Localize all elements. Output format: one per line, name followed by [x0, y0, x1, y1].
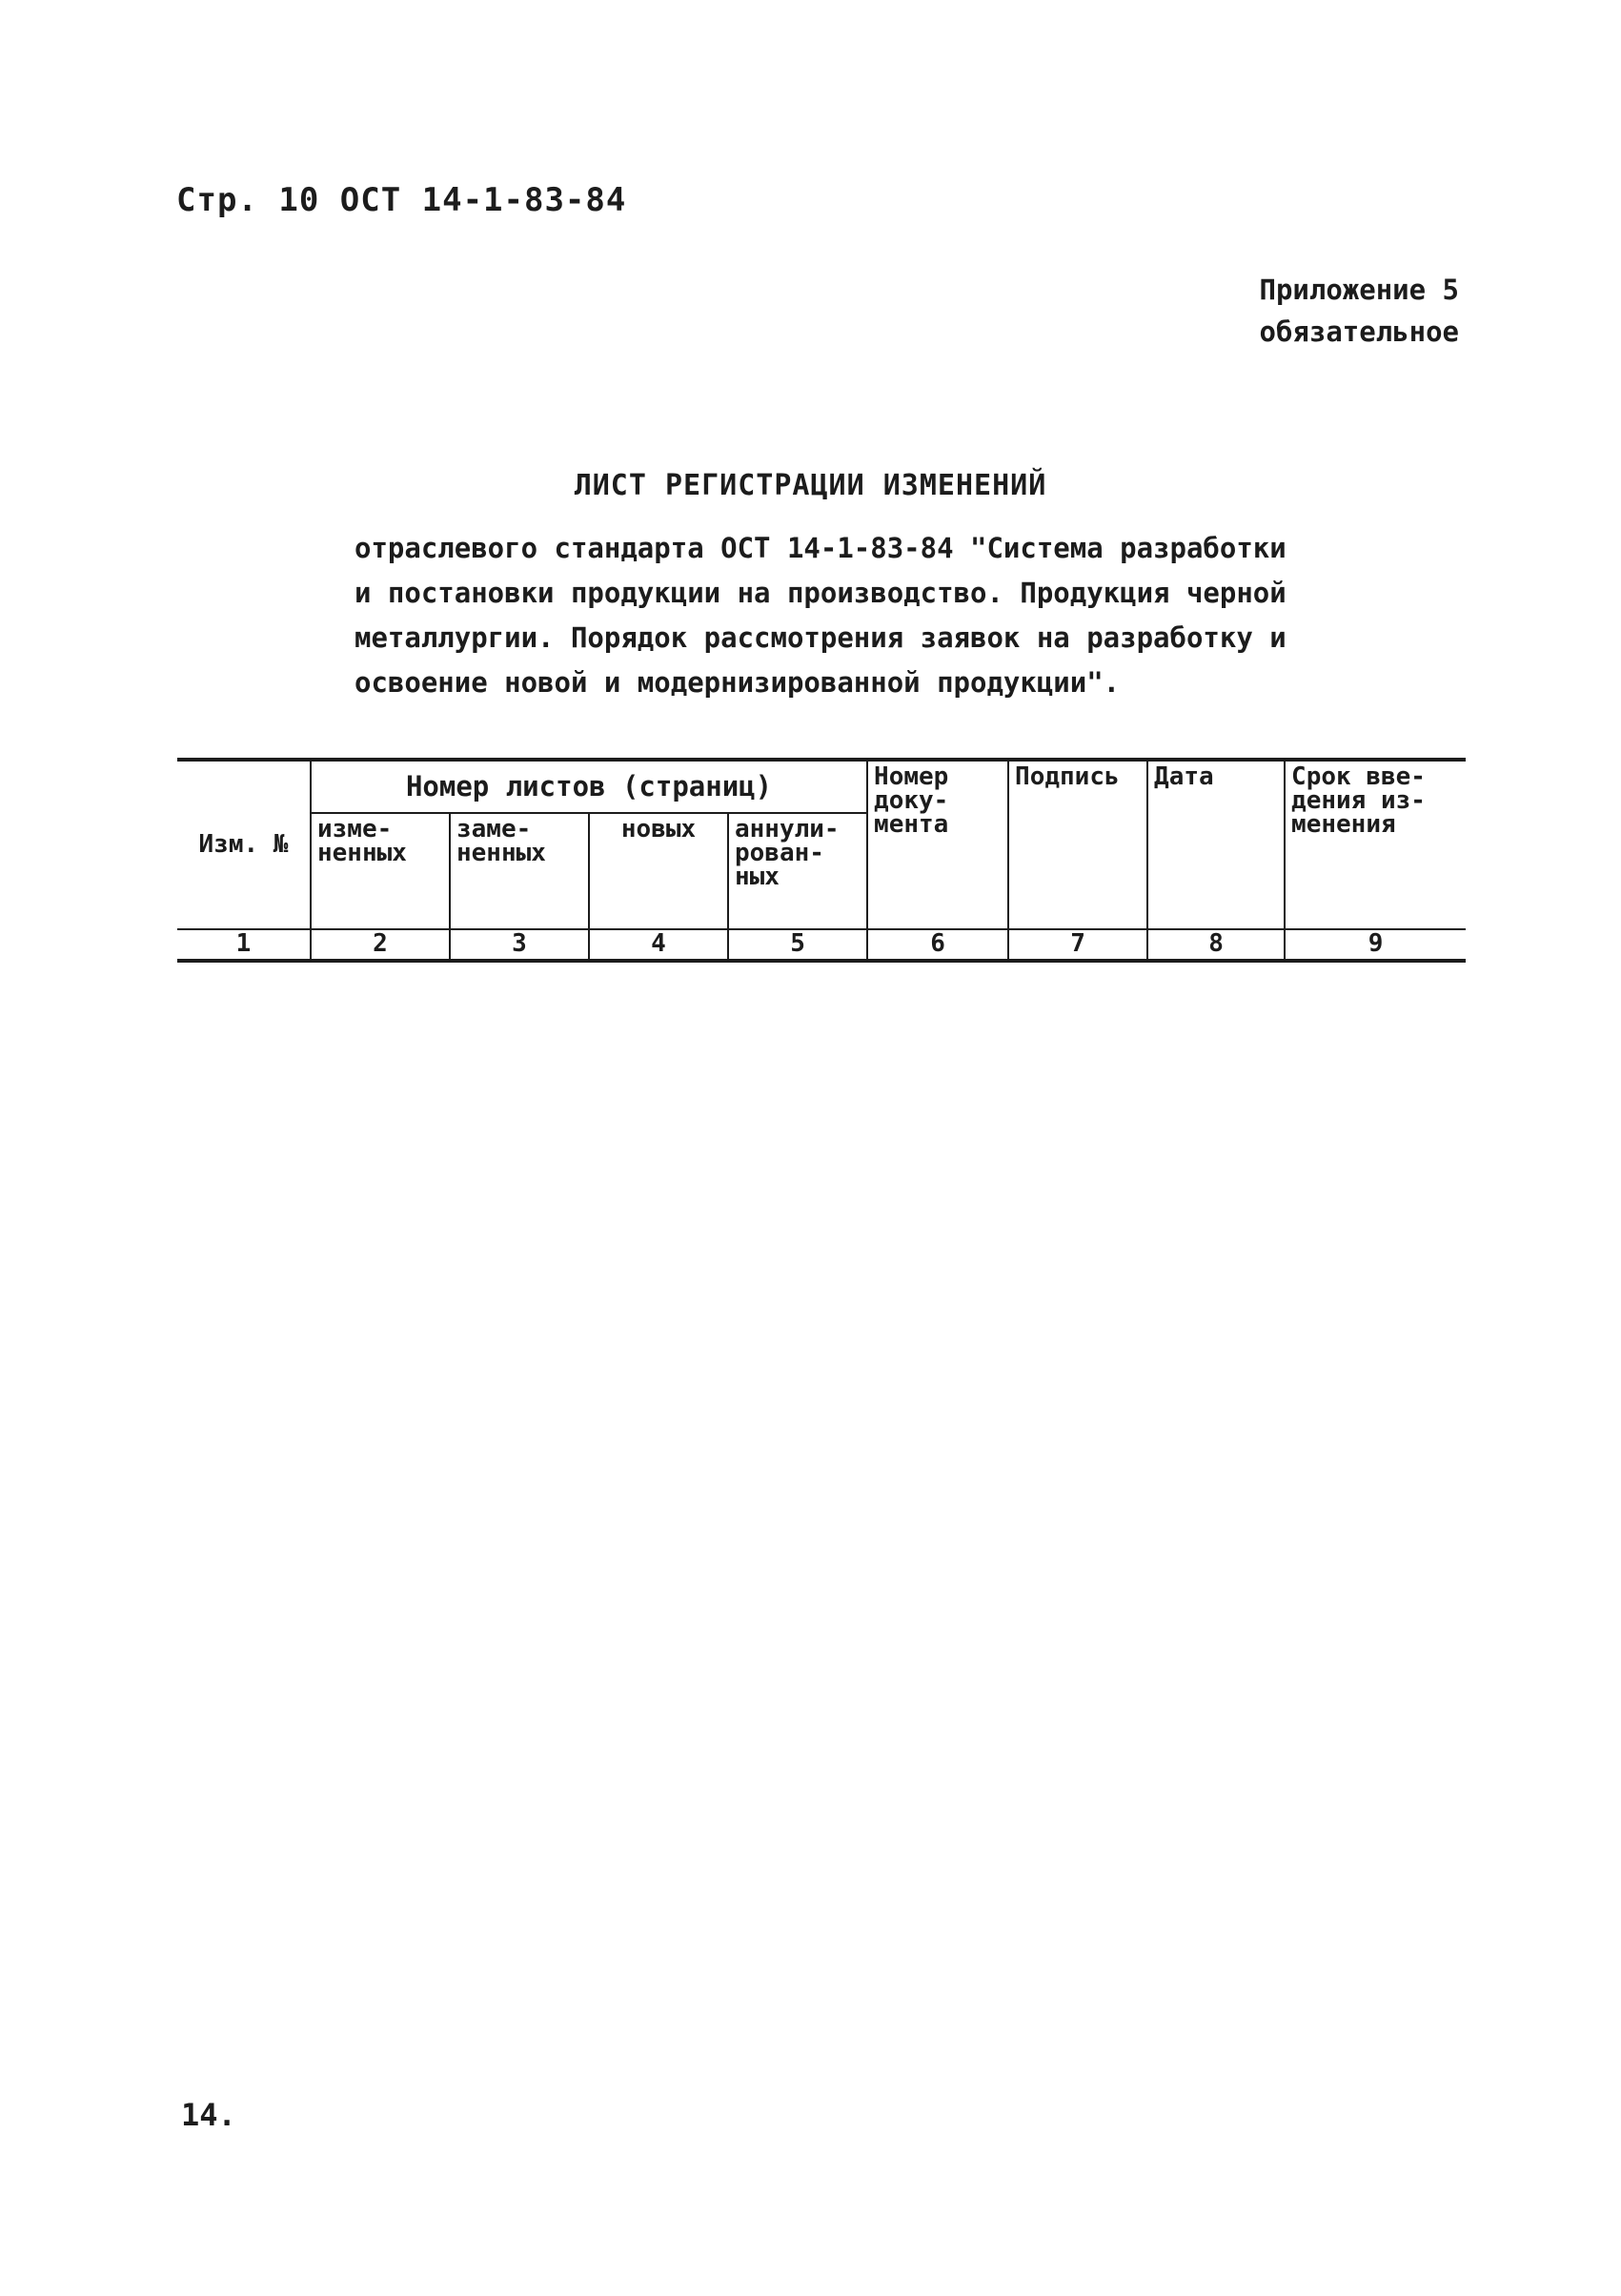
- subheader-replaced: [450, 813, 589, 929]
- header-change-number-label: Изм. №: [198, 829, 289, 859]
- header-signature-label: Подпись: [1015, 762, 1120, 791]
- subheader-new: [589, 813, 728, 929]
- subheader-changed-label: изме- ненных: [317, 814, 407, 867]
- subheader-new-label: новых: [620, 814, 697, 843]
- header-sheet-numbers: [311, 760, 867, 813]
- appendix-label: [1259, 269, 1459, 353]
- sheet-title: ЛИСТ РЕГИСТРАЦИИ ИЗМЕНЕНИЙ: [574, 469, 1047, 502]
- subheader-changed: [311, 813, 450, 929]
- header-introduction-term: [1285, 760, 1466, 929]
- header-date-label: Дата: [1154, 762, 1214, 791]
- description-line-2: и постановки продукции на производство. Продукция черной: [355, 577, 1287, 609]
- appendix-status: обязательное: [1259, 315, 1459, 348]
- column-number: 7: [1008, 929, 1147, 962]
- column-number: 1: [177, 929, 311, 962]
- subheader-cancelled-label: аннули- рован- ных: [735, 814, 840, 891]
- subheader-replaced-label: заме- ненных: [456, 814, 546, 867]
- header-sheet-numbers-label: Номер листов (страниц): [405, 769, 773, 803]
- page-number: 14.: [181, 2097, 236, 2133]
- description-line-4: освоение новой и модернизированной продукции".: [355, 666, 1121, 699]
- header-date: [1147, 760, 1285, 929]
- column-number: 4: [589, 929, 728, 962]
- column-number: 8: [1147, 929, 1285, 962]
- header-signature: [1008, 760, 1147, 929]
- column-number: 9: [1285, 929, 1466, 962]
- header-introduction-term-label: Срок вве- дения из- менения: [1291, 762, 1426, 839]
- header-document-number-label: Номер доку- мента: [874, 762, 949, 839]
- description-line-1: отраслевого стандарта ОСТ 14-1-83-84 "Система разработки: [355, 532, 1287, 564]
- standard-description: [355, 526, 1355, 705]
- change-registration-table: [177, 758, 1466, 963]
- description-line-3: металлургии. Порядок рассмотрения заявок на разработку и: [355, 621, 1287, 654]
- page-header: Стр. 10 ОСТ 14-1-83-84: [176, 181, 627, 219]
- column-number: 3: [450, 929, 589, 962]
- header-document-number: [867, 760, 1008, 929]
- column-number-row: [177, 929, 1466, 962]
- table-header-row: [177, 760, 1466, 813]
- column-number: 6: [867, 929, 1008, 962]
- header-change-number: [177, 760, 311, 929]
- column-number: 2: [311, 929, 450, 962]
- subheader-cancelled: [728, 813, 867, 929]
- column-number: 5: [728, 929, 867, 962]
- appendix-number: Приложение 5: [1259, 274, 1459, 306]
